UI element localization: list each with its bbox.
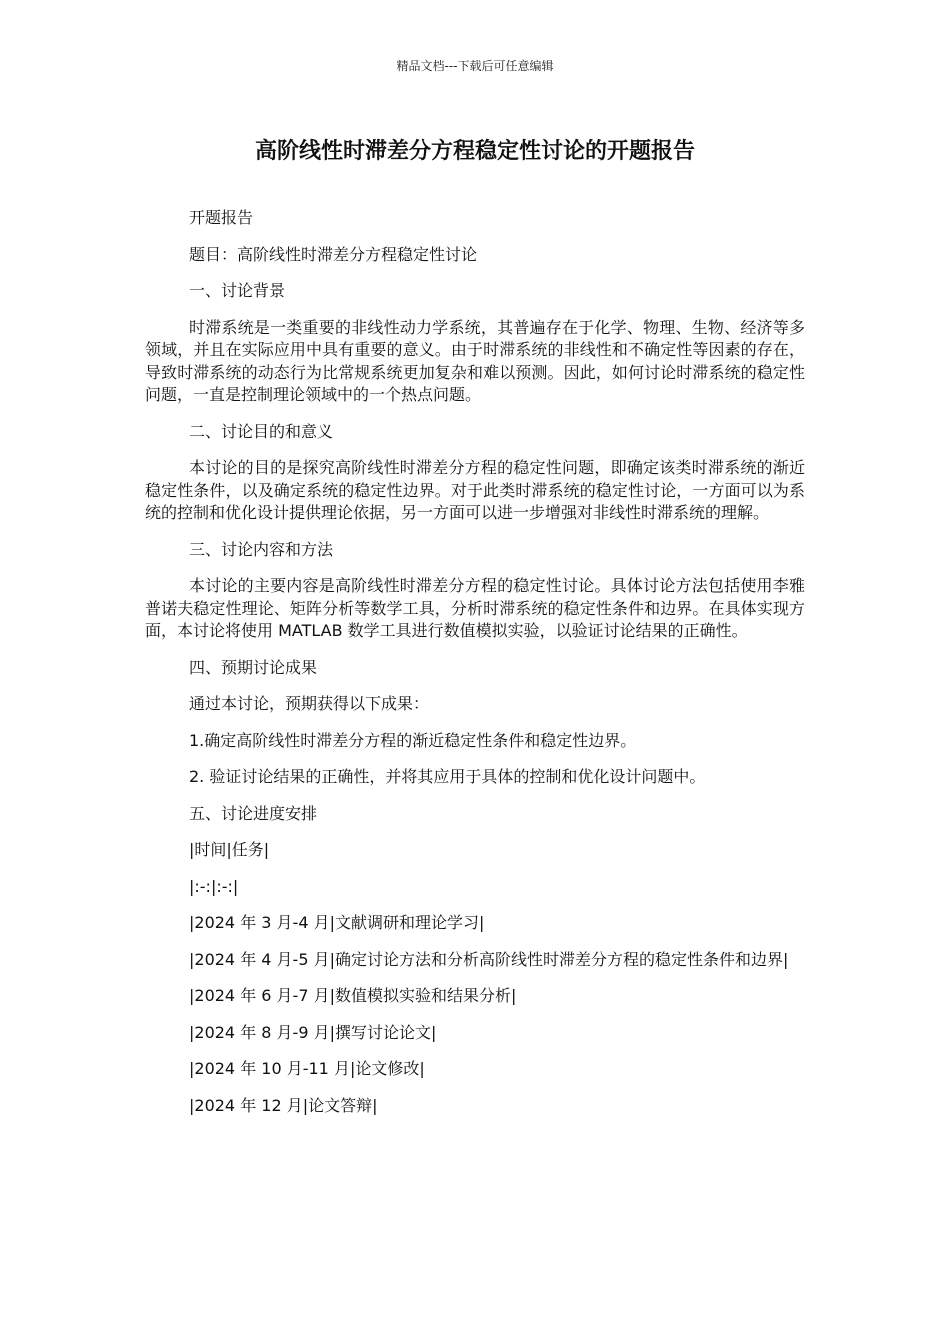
schedule-table-separator: |:-:|:-:|: [189, 876, 239, 896]
document-body: [145, 207, 805, 1131]
schedule-row: |2024 年 6 月-7 月|数值模拟实验和结果分析|: [189, 986, 517, 1005]
paragraph-background: 时滞系统是一类重要的非线性动力学系统，其普遍存在于化学、物理、生物、经济等多领域，并且在实际应用中具有重要的意义。由于时滞系统的非线性和不确定性等因素的存在，导致时滞系统的动态行为比常规系统更加复杂和难以预测。因此，如何讨论时滞系统的稳定性问题，一直是控制理论领域中的一个热点问题。: [145, 317, 805, 404]
paragraph-outcomes-intro: 通过本讨论，预期获得以下成果：: [189, 694, 430, 713]
page-header: 精品文档---下载后可任意编辑: [396, 59, 554, 73]
schedule-row: |2024 年 3 月-4 月|文献调研和理论学习|: [189, 913, 485, 932]
outcome-item: 2. 验证讨论结果的正确性，并将其应用于具体的控制和优化设计问题中。: [189, 767, 706, 786]
paragraph-purpose: 本讨论的目的是探究高阶线性时滞差分方程的稳定性问题，即确定该类时滞系统的渐近稳定性条件，以及确定系统的稳定性边界。对于此类时滞系统的稳定性讨论，一方面可以为系统的控制和优化设计提供理论依据，另一方面可以进一步增强对非线性时滞系统的理解。: [145, 458, 805, 522]
schedule-row: |2024 年 8 月-9 月|撰写讨论论文|: [189, 1022, 437, 1042]
section-heading-outcomes: 四、预期讨论成果: [189, 657, 318, 677]
schedule-row: |2024 年 10 月-11 月|论文修改|: [189, 1059, 425, 1078]
section-heading-purpose: 二、讨论目的和意义: [189, 421, 334, 441]
section-heading-methods: 三、讨论内容和方法: [189, 539, 334, 559]
section-heading-schedule: 五、讨论进度安排: [189, 803, 318, 823]
schedule-row: |2024 年 12 月|论文答辩|: [189, 1095, 378, 1115]
document-title: 高阶线性时滞差分方程稳定性讨论的开题报告: [254, 139, 695, 164]
section-heading-background: 一、讨论背景: [189, 281, 286, 300]
schedule-row: |2024 年 4 月-5 月|确定讨论方法和分析高阶线性时滞差分方程的稳定性条件和边界|: [189, 949, 789, 969]
paragraph-methods: 本讨论的主要内容是高阶线性时滞差分方程的稳定性讨论。具体讨论方法包括使用李雅普诺夫稳定性理论、矩阵分析等数学工具，分析时滞系统的稳定性条件和边界。在具体实现方面，本讨论将使用 MATLAB 数学工具进行数值模拟实验，以验证讨论结果的正确性。: [145, 576, 805, 640]
schedule-table-header: |时间|任务|: [189, 840, 270, 859]
subject-line: 题目：高阶线性时滞差分方程稳定性讨论: [189, 244, 478, 264]
outcome-item: 1.确定高阶线性时滞差分方程的渐近稳定性条件和稳定性边界。: [189, 730, 637, 750]
label-report: 开题报告: [189, 208, 254, 227]
